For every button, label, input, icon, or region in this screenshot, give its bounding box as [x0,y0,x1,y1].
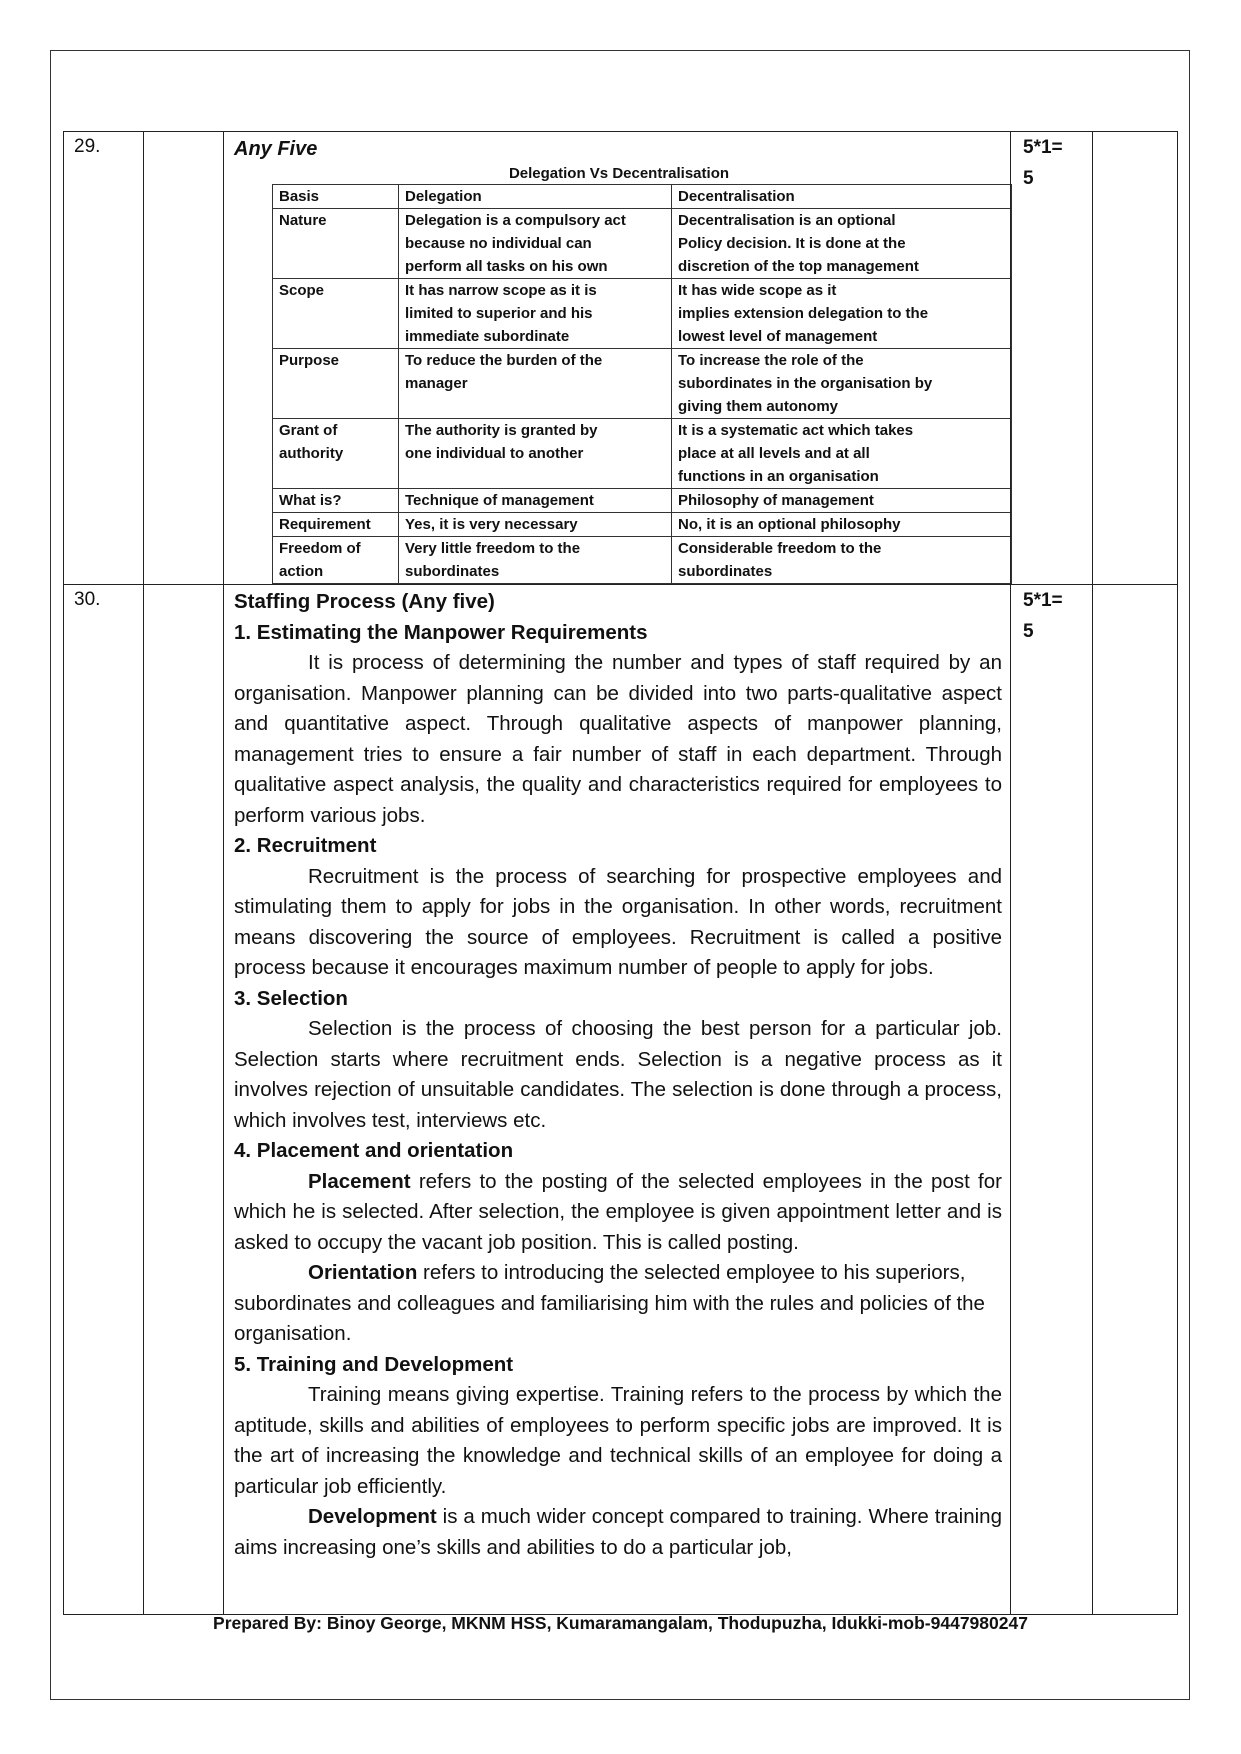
cell-line: place at all levels and at all [678,445,870,462]
cell-line: perform all tasks on his own [405,258,608,275]
empty-cell [1093,585,1178,1615]
marks-cell [1011,585,1093,1615]
marks-total: 5 [1023,168,1034,189]
section-heading: 4. Placement and orientation [234,1139,514,1162]
paragraph-text: is a much wider concept compared to training. Where training aims increasing one’s skills and abilities to do a particular job, [234,1505,1002,1559]
empty-cell [144,585,224,1615]
cell-line: subordinates [678,563,773,580]
comparison-row [273,349,1012,419]
comparison-row [273,513,1012,537]
comparison-cell-delegation [399,513,672,537]
section-paragraph [234,1502,1002,1563]
cell-line: Grant of [279,422,338,439]
comparison-row [273,209,1012,279]
marks-formula: 5*1= [1023,137,1063,158]
comparison-cell-delegation [399,537,672,584]
section-paragraph: It is process of determining the number and types of staff required by an organisation. Manpower planning can be divided into two parts-qualitative aspect and quantitative aspect. Through qualitative aspects of manpower planning, management tries to ensure a fair number of staff in each department. Through qualitative aspect analysis, the quality and characteristics required for employees to perform various jobs. [234,651,1002,827]
cell-line: The authority is granted by [405,422,598,439]
cell-line: implies extension delegation to the [678,305,929,322]
comparison-cell-basis [273,349,399,419]
section-heading: 5. Training and Development [234,1352,514,1376]
comparison-cell-decentralisation [672,419,1012,489]
cell-line: limited to superior and his [405,305,593,322]
column-header: Basis [273,185,399,209]
cell-line: one individual to another [405,445,584,462]
term-orientation: Orientation [308,1261,418,1284]
comparison-cell-basis [273,513,399,537]
cell-line: immediate subordinate [405,328,570,345]
term-placement: Placement [308,1169,411,1193]
comparison-cell-delegation [399,349,672,419]
answer-cell [224,585,1011,1615]
cell-line: It has wide scope as it [678,282,837,299]
comparison-cell-basis [273,489,399,513]
comparison-cell-decentralisation [672,513,1012,537]
comparison-row [273,279,1012,349]
cell-line: Very little freedom to the [405,540,581,557]
comparison-cell-basis [273,279,399,349]
section-paragraph [234,1167,1002,1259]
comparison-row [273,419,1012,489]
cell-line: What is? [279,492,342,509]
cell-line: subordinates [405,563,500,580]
comparison-cell-decentralisation [672,209,1012,279]
cell-line: No, it is an optional philosophy [678,516,901,533]
question-29-row [64,132,1178,585]
comparison-cell-delegation [399,489,672,513]
comparison-row [273,489,1012,513]
paragraph-text: refers to introducing the selected employee to his superiors, subordinates and colleagues and familiarising him with the rules and policies of the organisation. [234,1261,985,1345]
marks-total: 5 [1023,621,1034,642]
cell-line: Freedom of [279,540,361,557]
cell-line: manager [405,375,468,392]
cell-line: To reduce the burden of the [405,352,603,369]
comparison-cell-basis [273,419,399,489]
cell-line: Purpose [279,352,340,369]
cell-line: because no individual can [405,235,592,252]
empty-cell [1093,132,1178,585]
comparison-cell-delegation [399,209,672,279]
section-heading: 1. Estimating the Manpower Requirements [234,620,648,644]
answer-cell [224,132,1011,585]
cell-line: Nature [279,212,327,229]
comparison-cell-decentralisation [672,489,1012,513]
page-footer: Prepared By: Binoy George, MKNM HSS, Kumaramangalam, Thodupuzha, Idukki-mob-9447980247 [213,1613,1028,1633]
comparison-row [273,537,1012,584]
cell-line: Scope [279,282,325,299]
comparison-table [272,184,1012,584]
cell-line: Philosophy of management [678,492,874,509]
comparison-header-row [273,185,1012,209]
comparison-cell-decentralisation [672,537,1012,584]
section-paragraph: Recruitment is the process of searching for prospective employees and stimulating them to apply for jobs in the organisation. In other words, recruitment means discovering the source of employees. Recruitment is called a positive process because it encourages maximum number of people to apply for jobs. [234,864,1002,979]
question-30-row [64,585,1178,1615]
cell-line: Requirement [279,516,371,533]
column-header: Decentralisation [672,185,1012,209]
marks-formula: 5*1= [1023,590,1063,611]
section-paragraph [234,1258,1002,1350]
cell-line: Considerable freedom to the [678,540,882,557]
section-heading: 3. Selection [234,986,348,1010]
cell-line: giving them autonomy [678,398,839,415]
cell-line: It is a systematic act which takes [678,422,914,439]
section-paragraph: Selection is the process of choosing the best person for a particular job. Selection starts where recruitment ends. Selection is a negative process as it involves rejection of unsuitable candidates. The selection is done through a process, which involves test, interviews etc. [234,1017,1002,1132]
cell-line: discretion of the top management [678,258,919,275]
comparison-cell-basis [273,537,399,584]
comparison-cell-delegation [399,419,672,489]
cell-line: authority [279,445,344,462]
cell-line: Delegation is a compulsory act [405,212,626,229]
cell-line: functions in an organisation [678,468,879,485]
cell-line: To increase the role of the [678,352,864,369]
marks-cell [1011,132,1093,585]
cell-line: action [279,563,324,580]
cell-line: Technique of management [405,492,594,509]
section-heading: 2. Recruitment [234,834,377,857]
comparison-cell-decentralisation [672,349,1012,419]
term-development: Development [308,1505,437,1528]
comparison-cell-decentralisation [672,279,1012,349]
empty-cell [144,132,224,585]
question-number: 29. [64,132,144,585]
comparison-cell-basis [273,209,399,279]
cell-line: subordinates in the organisation by [678,375,933,392]
cell-line: Yes, it is very necessary [405,516,578,533]
cell-line: It has narrow scope as it is [405,282,597,299]
comparison-cell-delegation [399,279,672,349]
answer-key-table [63,131,1178,1615]
cell-line: Policy decision. It is done at the [678,235,906,252]
answer-heading: Any Five [234,138,318,160]
cell-line: Decentralisation is an optional [678,212,896,229]
question-number: 30. [64,585,144,1615]
column-header: Delegation [399,185,672,209]
cell-line: lowest level of management [678,328,878,345]
comparison-table-caption: Delegation Vs Decentralisation [508,165,730,182]
answer-heading: Staffing Process (Any five) [234,590,495,613]
paragraph-text: refers to the posting of the selected employees in the post for which he is selected. After selection, the employee is given appointment letter and is asked to occupy the vacant job position. This is called posting. [234,1169,1002,1254]
section-paragraph: Training means giving expertise. Training refers to the process by which the aptitude, skills and abilities of employees to perform specific jobs are improved. It is the art of increasing the knowledge and technical skills of an employee for doing a particular job efficiently. [234,1383,1002,1498]
